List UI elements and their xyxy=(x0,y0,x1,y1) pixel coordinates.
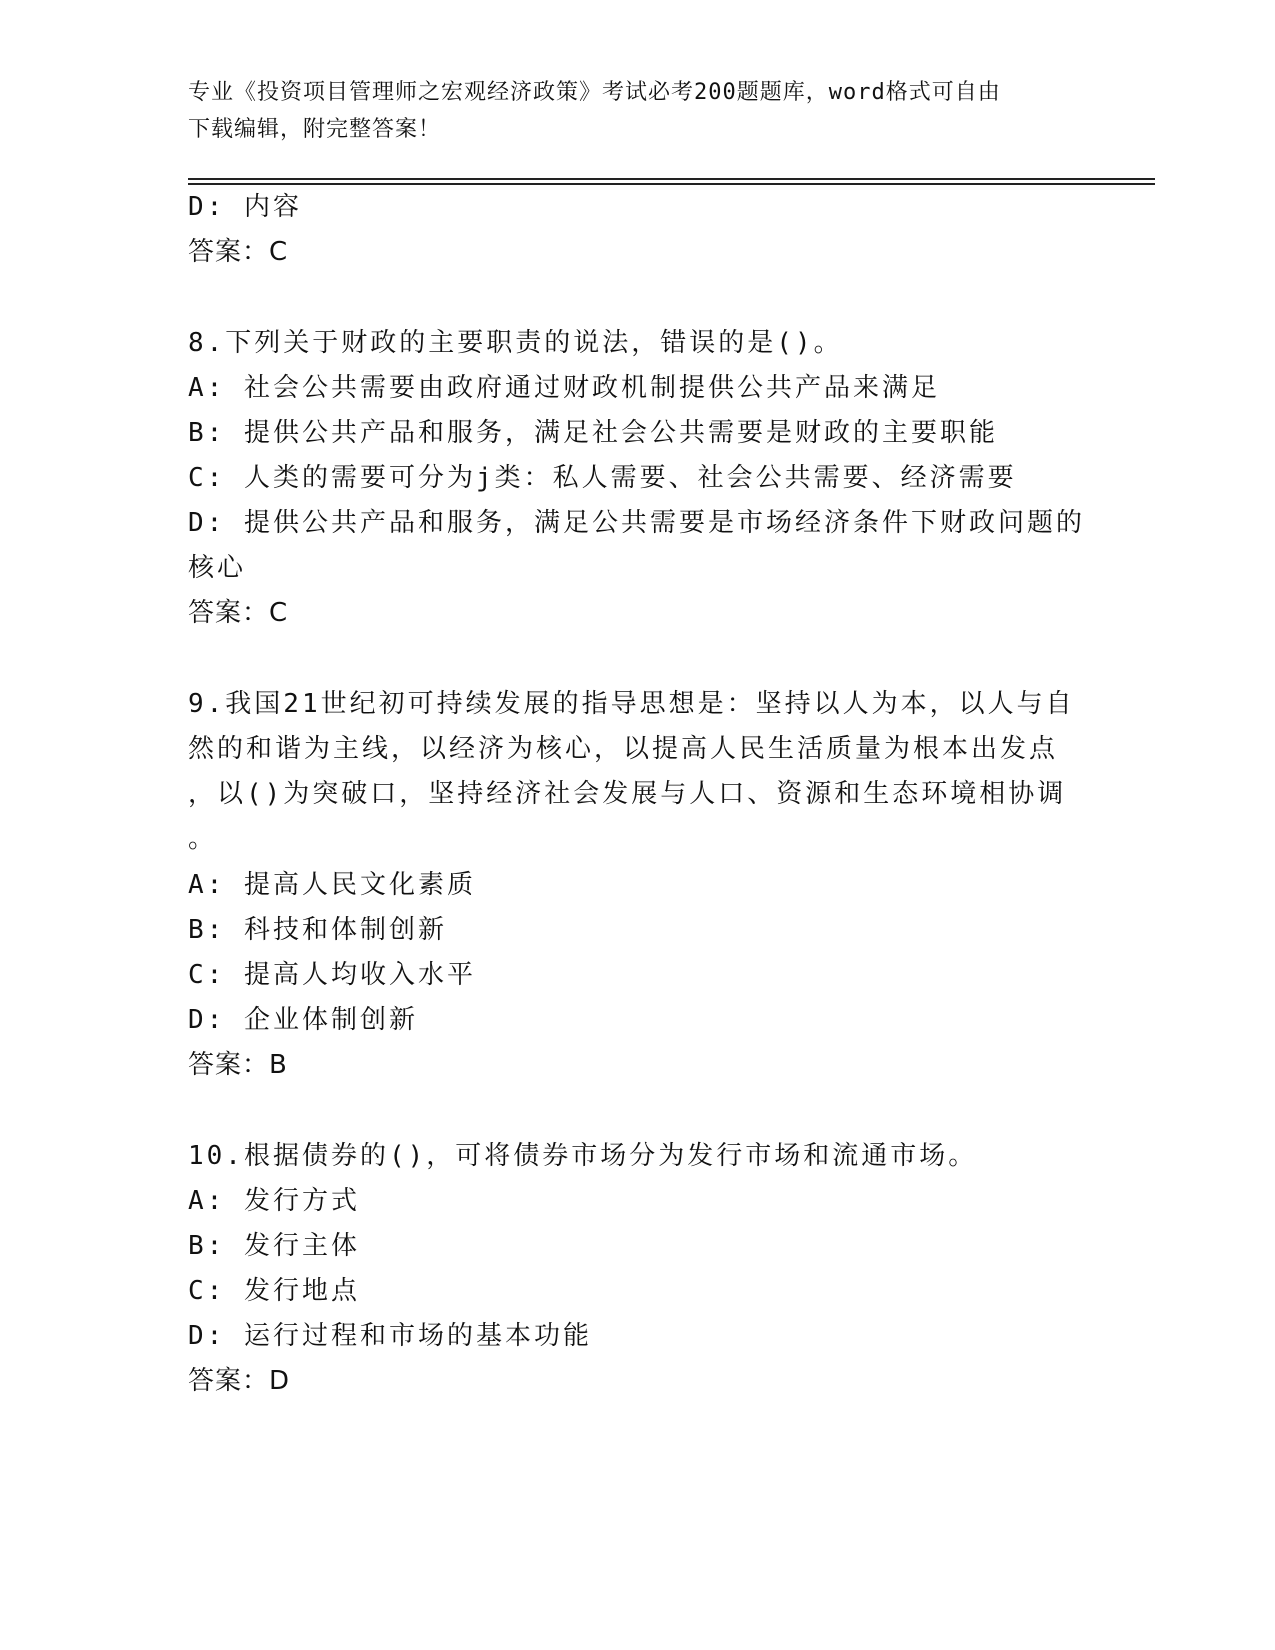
question-10-stem: 10.根据债券的()，可将债券市场分为发行市场和流通市场。 xyxy=(188,1141,978,1171)
header-line-1: 专业《投资项目管理师之宏观经济政策》考试必考200题题库，word格式可自由 xyxy=(188,80,1001,105)
question-8-option-d: D: 提供公共产品和服务，满足公共需要是市场经济条件下财政问题的 xyxy=(188,508,1085,538)
question-8-option-b: B: 提供公共产品和服务，满足社会公共需要是财政的主要职能 xyxy=(188,418,998,448)
question-9-stem-line-3: ，以()为突破口，坚持经济社会发展与人口、资源和生态环境相协调 xyxy=(188,779,1067,809)
question-9-answer: 答案：B xyxy=(188,1050,288,1080)
question-8-option-a: A: 社会公共需要由政府通过财政机制提供公共产品来满足 xyxy=(188,373,940,403)
question-9-stem-line-1: 9.我国21世纪初可持续发展的指导思想是：坚持以人为本，以人与自 xyxy=(188,689,1075,719)
question-9-stem-line-4: 。 xyxy=(188,824,218,854)
question-9-stem-line-2: 然的和谐为主线，以经济为核心，以提高人民生活质量为根本出发点 xyxy=(188,734,1059,764)
header-divider-bottom xyxy=(188,183,1155,185)
question-10-option-c: C: 发行地点 xyxy=(188,1276,360,1306)
question-9-option-c: C: 提高人均收入水平 xyxy=(188,960,476,990)
question-9-option-d: D: 企业体制创新 xyxy=(188,1005,418,1035)
document-header xyxy=(188,74,1088,148)
question-8-answer: 答案：C xyxy=(188,598,289,628)
question-8-option-c: C: 人类的需要可分为j类：私人需要、社会公共需要、经济需要 xyxy=(188,463,1017,493)
question-8-option-d-continued: 核心 xyxy=(188,553,247,583)
question-10-option-d: D: 运行过程和市场的基本功能 xyxy=(188,1321,592,1351)
question-10-answer: 答案：D xyxy=(188,1366,291,1396)
question-8-stem: 8.下列关于财政的主要职责的说法，错误的是()。 xyxy=(188,328,843,358)
prev-question-answer: 答案：C xyxy=(188,237,289,267)
header-line-2: 下载编辑，附完整答案！ xyxy=(188,117,442,142)
question-9-option-a: A: 提高人民文化素质 xyxy=(188,870,476,900)
question-10-option-a: A: 发行方式 xyxy=(188,1186,360,1216)
question-10-option-b: B: 发行主体 xyxy=(188,1231,360,1261)
prev-question-option-d: D: 内容 xyxy=(188,192,302,222)
header-divider-top xyxy=(188,178,1155,180)
question-9-option-b: B: 科技和体制创新 xyxy=(188,915,447,945)
